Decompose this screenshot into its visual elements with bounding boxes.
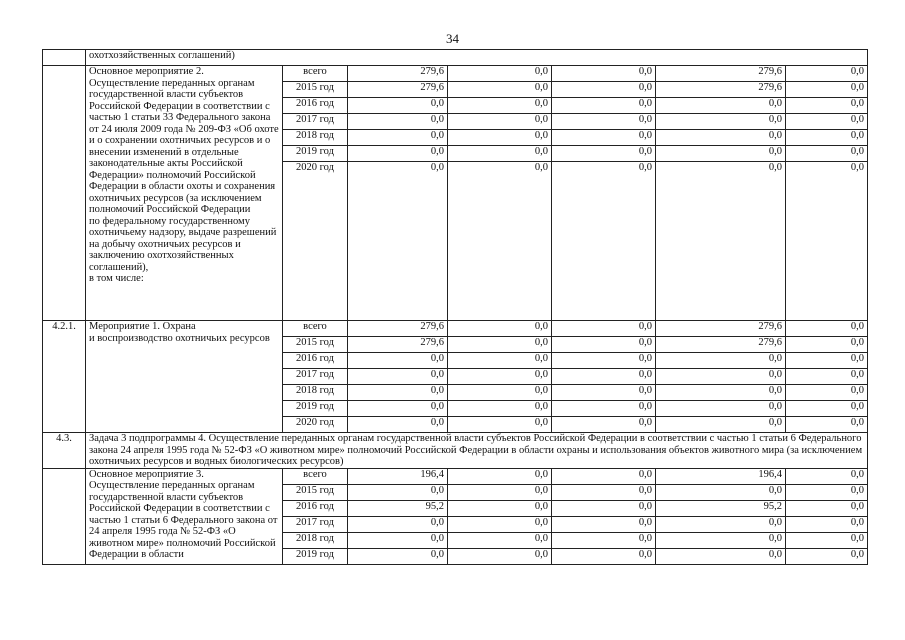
- value-cell: 0,0: [786, 353, 868, 369]
- value-cell: 0,0: [348, 417, 448, 433]
- value-cell: 0,0: [786, 82, 868, 98]
- value-cell: 0,0: [552, 385, 656, 401]
- value-cell: 0,0: [348, 98, 448, 114]
- value-cell: 0,0: [552, 548, 656, 564]
- row-code: [43, 468, 86, 564]
- task-row: [43, 433, 868, 469]
- value-cell: 0,0: [348, 548, 448, 564]
- value-cell: 0,0: [786, 516, 868, 532]
- value-cell: 279,6: [348, 321, 448, 337]
- value-cell: 0,0: [656, 548, 786, 564]
- value-cell: 0,0: [786, 532, 868, 548]
- value-cell: 0,0: [448, 98, 552, 114]
- value-cell: 0,0: [656, 484, 786, 500]
- value-cell: 196,4: [348, 468, 448, 484]
- value-cell: 0,0: [656, 162, 786, 321]
- value-cell: 95,2: [348, 500, 448, 516]
- value-cell: 0,0: [786, 484, 868, 500]
- value-cell: 0,0: [786, 321, 868, 337]
- value-cell: 0,0: [448, 532, 552, 548]
- value-cell: 279,6: [348, 337, 448, 353]
- value-cell: 0,0: [656, 532, 786, 548]
- value-cell: 0,0: [786, 337, 868, 353]
- value-cell: 0,0: [656, 516, 786, 532]
- year-cell: 2019 год: [283, 146, 348, 162]
- value-cell: 0,0: [448, 500, 552, 516]
- year-cell: всего: [283, 468, 348, 484]
- value-cell: 0,0: [656, 130, 786, 146]
- value-cell: 0,0: [552, 417, 656, 433]
- value-cell: 0,0: [552, 532, 656, 548]
- year-cell: 2017 год: [283, 516, 348, 532]
- table-body: [43, 50, 868, 565]
- value-cell: 0,0: [348, 162, 448, 321]
- value-cell: 0,0: [552, 337, 656, 353]
- year-cell: всего: [283, 321, 348, 337]
- value-cell: 0,0: [448, 385, 552, 401]
- value-cell: 0,0: [786, 548, 868, 564]
- value-cell: 0,0: [448, 82, 552, 98]
- value-cell: 0,0: [552, 468, 656, 484]
- value-cell: 0,0: [448, 401, 552, 417]
- value-cell: 0,0: [552, 321, 656, 337]
- value-cell: 0,0: [448, 66, 552, 82]
- table-row: [43, 66, 868, 82]
- value-cell: 0,0: [786, 130, 868, 146]
- value-cell: 0,0: [448, 353, 552, 369]
- value-cell: 0,0: [786, 146, 868, 162]
- value-cell: 0,0: [448, 321, 552, 337]
- value-cell: 279,6: [656, 66, 786, 82]
- value-cell: 0,0: [552, 369, 656, 385]
- year-cell: 2015 год: [283, 82, 348, 98]
- value-cell: 0,0: [786, 500, 868, 516]
- value-cell: 0,0: [448, 468, 552, 484]
- year-cell: 2016 год: [283, 98, 348, 114]
- value-cell: 0,0: [348, 146, 448, 162]
- value-cell: 0,0: [786, 417, 868, 433]
- value-cell: 0,0: [348, 369, 448, 385]
- value-cell: 0,0: [348, 130, 448, 146]
- year-cell: 2016 год: [283, 500, 348, 516]
- year-cell: 2018 год: [283, 532, 348, 548]
- table-row: [43, 50, 868, 66]
- budget-table: [42, 49, 868, 565]
- value-cell: 0,0: [786, 468, 868, 484]
- value-cell: 0,0: [448, 162, 552, 321]
- value-cell: 0,0: [656, 146, 786, 162]
- value-cell: 0,0: [786, 98, 868, 114]
- value-cell: 0,0: [552, 516, 656, 532]
- value-cell: 0,0: [786, 114, 868, 130]
- value-cell: 0,0: [552, 82, 656, 98]
- value-cell: 0,0: [786, 162, 868, 321]
- value-cell: 0,0: [448, 146, 552, 162]
- value-cell: 0,0: [348, 532, 448, 548]
- value-cell: 0,0: [656, 417, 786, 433]
- table-row: [43, 468, 868, 484]
- value-cell: 0,0: [448, 548, 552, 564]
- year-cell: 2020 год: [283, 162, 348, 321]
- value-cell: 0,0: [348, 353, 448, 369]
- year-cell: 2019 год: [283, 401, 348, 417]
- value-cell: 0,0: [786, 369, 868, 385]
- year-cell: 2017 год: [283, 369, 348, 385]
- year-cell: всего: [283, 66, 348, 82]
- row-code: [43, 66, 86, 321]
- page-number: 34: [446, 31, 459, 46]
- value-cell: 279,6: [348, 82, 448, 98]
- value-cell: 0,0: [552, 146, 656, 162]
- value-cell: 0,0: [552, 484, 656, 500]
- value-cell: 95,2: [656, 500, 786, 516]
- activity-description: Мероприятие 1. Охрана и воспроизводство охотничьих ресурсов: [86, 321, 283, 433]
- value-cell: 0,0: [552, 162, 656, 321]
- year-cell: 2016 год: [283, 353, 348, 369]
- row-code: 4.2.1.: [43, 321, 86, 433]
- value-cell: 0,0: [448, 337, 552, 353]
- value-cell: 0,0: [552, 66, 656, 82]
- year-cell: 2019 год: [283, 548, 348, 564]
- continuation-text: охотхозяйственных соглашений): [86, 50, 868, 66]
- value-cell: 0,0: [448, 114, 552, 130]
- year-cell: 2020 год: [283, 417, 348, 433]
- value-cell: 0,0: [552, 353, 656, 369]
- value-cell: 0,0: [786, 401, 868, 417]
- year-cell: 2018 год: [283, 385, 348, 401]
- value-cell: 0,0: [448, 516, 552, 532]
- value-cell: 279,6: [656, 82, 786, 98]
- value-cell: 0,0: [448, 369, 552, 385]
- value-cell: 0,0: [656, 385, 786, 401]
- value-cell: 0,0: [656, 98, 786, 114]
- activity-description: Основное мероприятие 3. Осуществление переданных органам государственной власти субъектов Российской Федерации в соответствии с частью 1 статьи 6 Федерального закона от 24 апреля 1995 года № 52-ФЗ «О животном мире» полномочий Российской Федерации в области: [86, 468, 283, 564]
- year-cell: 2017 год: [283, 114, 348, 130]
- value-cell: 0,0: [552, 114, 656, 130]
- year-cell: 2018 год: [283, 130, 348, 146]
- value-cell: 0,0: [348, 114, 448, 130]
- value-cell: 0,0: [656, 353, 786, 369]
- table-row: [43, 321, 868, 337]
- value-cell: 0,0: [348, 385, 448, 401]
- value-cell: 0,0: [348, 516, 448, 532]
- value-cell: 0,0: [448, 417, 552, 433]
- year-cell: 2015 год: [283, 484, 348, 500]
- value-cell: 0,0: [786, 385, 868, 401]
- value-cell: 0,0: [348, 401, 448, 417]
- value-cell: 279,6: [656, 337, 786, 353]
- value-cell: 0,0: [656, 401, 786, 417]
- value-cell: 0,0: [552, 500, 656, 516]
- value-cell: 0,0: [656, 114, 786, 130]
- value-cell: 0,0: [552, 98, 656, 114]
- value-cell: 0,0: [448, 484, 552, 500]
- value-cell: 0,0: [348, 484, 448, 500]
- value-cell: 279,6: [656, 321, 786, 337]
- value-cell: 196,4: [656, 468, 786, 484]
- value-cell: 0,0: [448, 130, 552, 146]
- activity-description: Основное мероприятие 2. Осуществление переданных органам государственной власти субъектов Российской Федерации в соответствии с частью 1 статьи 33 Федерального закона от 24 июля 2009 года № 209-ФЗ «Об охоте и о сохранении охотничьих ресурсов и о внесении изменений в отдельные законодательные акты Российской Федерации» полномочий Российской Федерации в области охоты и сохранения охотничьих ресурсов (за исключением полномочий Российской Федерации по федеральному государственному охотничьему надзору, выдаче разрешений на добычу охотничьих ресурсов и заключению охотхозяйственных соглашений), в том числе:: [86, 66, 283, 321]
- year-cell: 2015 год: [283, 337, 348, 353]
- value-cell: 0,0: [552, 130, 656, 146]
- value-cell: 279,6: [348, 66, 448, 82]
- task-text: Задача 3 подпрограммы 4. Осуществление переданных органам государственной власти субъектов Российской Федерации в соответствии с частью 1 статьи 6 Федерального закона 24 апреля 1995 года № 52-ФЗ «О животном мире» полномочий Российской Федерации в области охраны и использования объектов животного мира (за исключением охотничьих ресурсов и водных биологических ресурсов): [86, 433, 868, 469]
- task-code: 4.3.: [43, 433, 86, 469]
- value-cell: 0,0: [552, 401, 656, 417]
- value-cell: 0,0: [656, 369, 786, 385]
- value-cell: 0,0: [786, 66, 868, 82]
- code-cell: [43, 50, 86, 66]
